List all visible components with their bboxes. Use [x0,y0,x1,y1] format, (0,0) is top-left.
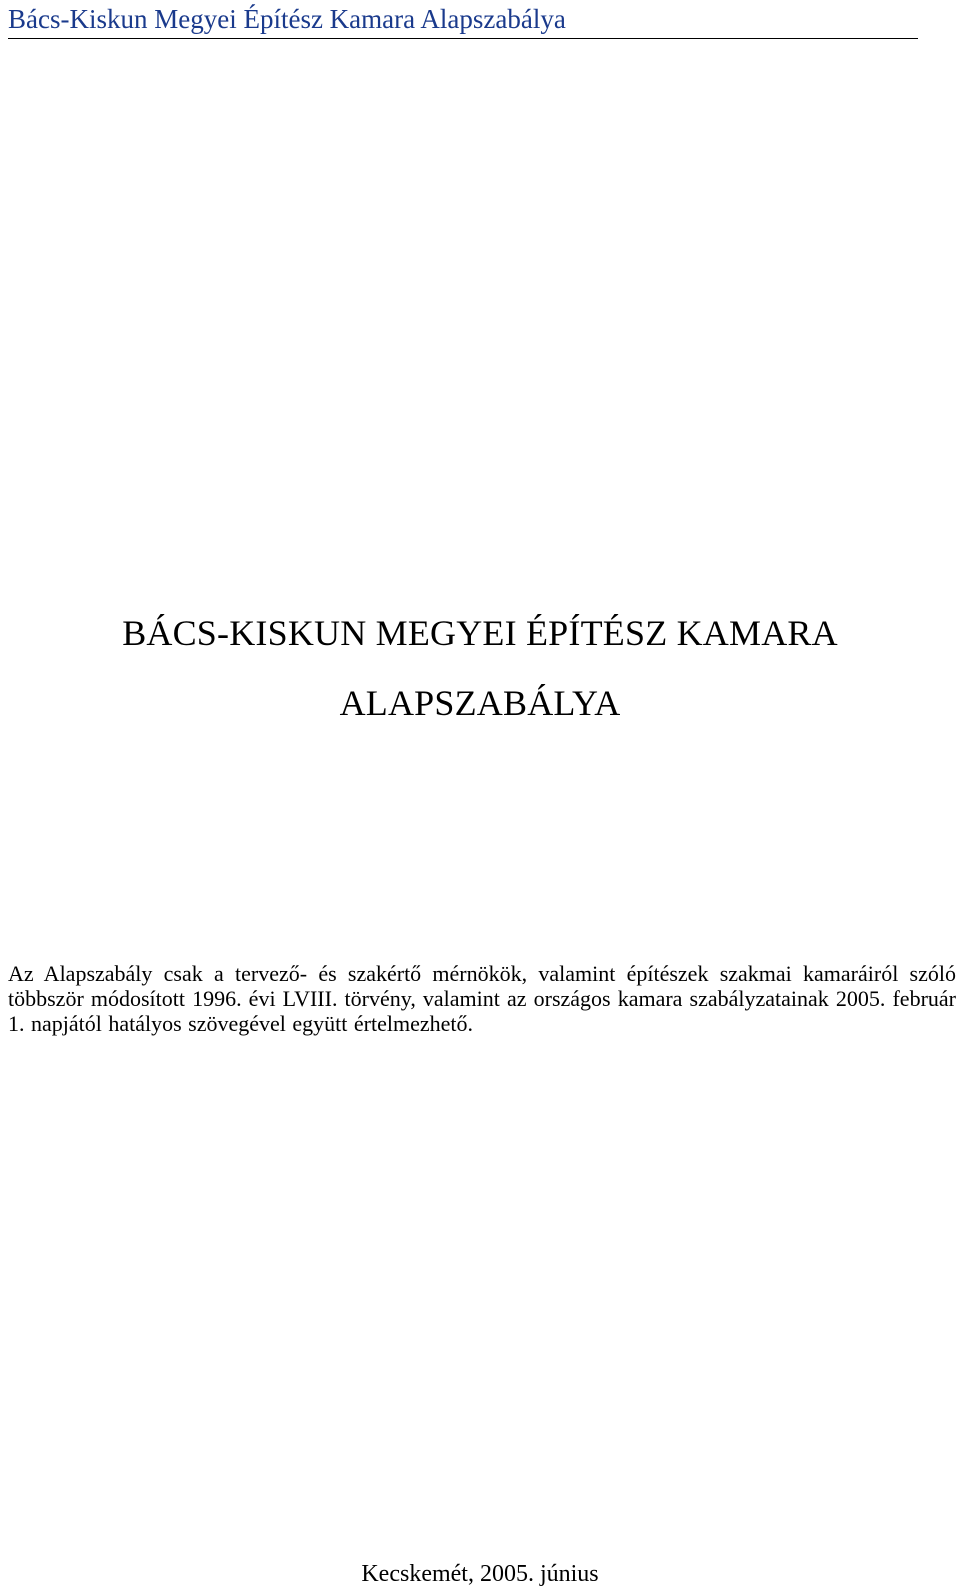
running-header-title: Bács-Kiskun Megyei Építész Kamara Alapszabálya [8,4,566,34]
intro-paragraph: Az Alapszabály csak a tervező- és szakértő mérnökök, valamint építészek szakmai kamaráiról szóló többször módosított 1996. évi LVIII. törvény, valamint az országos kamara szabályzatainak 2005. február 1. napjától hatályos szövegével együtt értelmezhető. [8,961,956,1036]
running-header [8,2,918,39]
document-title-line-1: BÁCS-KISKUN MEGYEI ÉPÍTÉSZ KAMARA [122,613,838,653]
document-title-line-2: ALAPSZABÁLYA [339,683,621,723]
place-and-date: Kecskemét, 2005. június [361,1561,599,1587]
